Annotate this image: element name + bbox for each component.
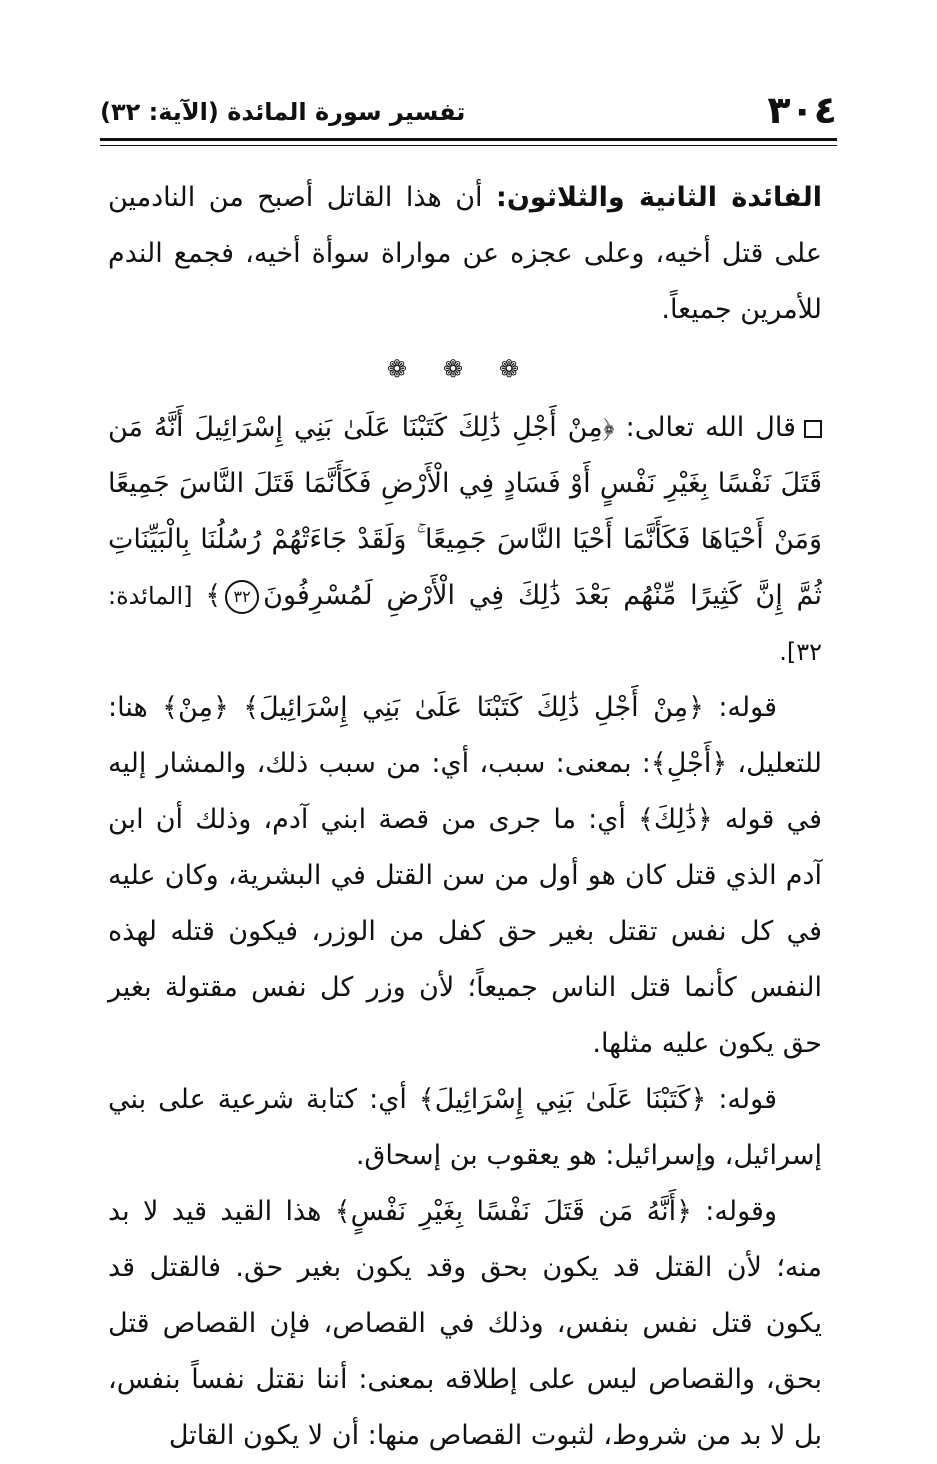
page-body [108,170,822,1464]
running-header [100,88,837,132]
verse-number-badge: ٣٢ [225,580,259,614]
commentary-paragraph-3: وقوله: ﴿أَنَّهُ مَن قَتَلَ نَفْسًا بِغَيْرِ نَفْسٍ﴾ هذا القيد قيد لا بد منه؛ لأن القتل قد يكون بحق وقد يكون بغير حق. فالقتل قد يكون قتل نفس بنفس، وذلك في القصاص، فإن القصاص قتل بحق، والقصاص ليس على إطلاقه بمعنى: أننا نقتل نفساً بنفس، بل لا بد من شروط، لثبوت القصاص منها: أن لا يكون القاتل [108,1196,822,1451]
verse-paragraph [108,400,822,680]
commentary-paragraph-1: قوله: ﴿مِنْ أَجْلِ ذَٰلِكَ كَتَبْنَا عَلَىٰ بَنِي إِسْرَائِيلَ﴾ ﴿مِنْ﴾ هنا: للتعليل، ﴿أَجْلِ﴾: بمعنى: سبب، أي: من سبب ذلك، والمشار إليه في قوله ﴿ذَٰلِكَ﴾ أي: ما جرى من قصة ابني آدم، وذلك أن ابن آدم الذي قتل كان هو أول من سن القتل في البشرية، وكان عليه في كل نفس تقتل بغير حق كفل من الوزر، فيكون قتله لهذه النفس كأنما قتل الناس جميعاً؛ لأن وزر كل نفس مقتولة بغير حق يكون عليه مثلها. [108,692,822,1059]
benefit-heading: الفائدة الثانية والثلاثون: [496,182,822,213]
flower-ornament-icon: ❁ [386,355,431,383]
header-rule-thin [100,145,837,146]
page-number: ٣٠٤ [767,88,837,132]
verse-intro: قال الله تعالى: [614,412,797,443]
square-bullet-icon [804,420,822,438]
header-rule-thick [100,138,837,141]
verse-reference: [المائدة: ٣٢]. [108,582,822,666]
commentary-paragraph-2: قوله: ﴿كَتَبْنَا عَلَىٰ بَنِي إِسْرَائِيلَ﴾ أي: كتابة شرعية على بني إسرائيل، وإسرائيل: هو يعقوب بن إسحاق. [108,1084,822,1171]
intro-paragraph [108,170,822,338]
running-title: تفسير سورة المائدة (الآية: ٣٢) [100,98,466,126]
section-separator [108,338,822,400]
flower-ornament-icon: ❁ [499,355,544,383]
intro-text: أن هذا القاتل أصبح من النادمين على قتل أخيه، وعلى عجزه عن مواراة سوأة أخيه، فجمع الندم للأمرين جميعاً. [108,182,822,325]
quran-verse: ﴿مِنْ أَجْلِ ذَٰلِكَ كَتَبْنَا عَلَىٰ بَنِي إِسْرَائِيلَ أَنَّهُ مَن قَتَلَ نَفْسًا بِغَيْرِ نَفْسٍ أَوْ فَسَادٍ فِي الْأَرْضِ فَكَأَنَّمَا قَتَلَ النَّاسَ جَمِيعًا وَمَنْ أَحْيَاهَا فَكَأَنَّمَا أَحْيَا النَّاسَ جَمِيعًا ۚ وَلَقَدْ جَاءَتْهُمْ رُسُلُنَا بِالْبَيِّنَاتِ ثُمَّ إِنَّ كَثِيرًا مِّنْهُم بَعْدَ ذَٰلِكَ فِي الْأَرْضِ لَمُسْرِفُونَ [108,412,822,611]
flower-ornament-icon: ❁ [442,355,488,383]
verse-close-bracket: ﴾ [205,580,222,611]
